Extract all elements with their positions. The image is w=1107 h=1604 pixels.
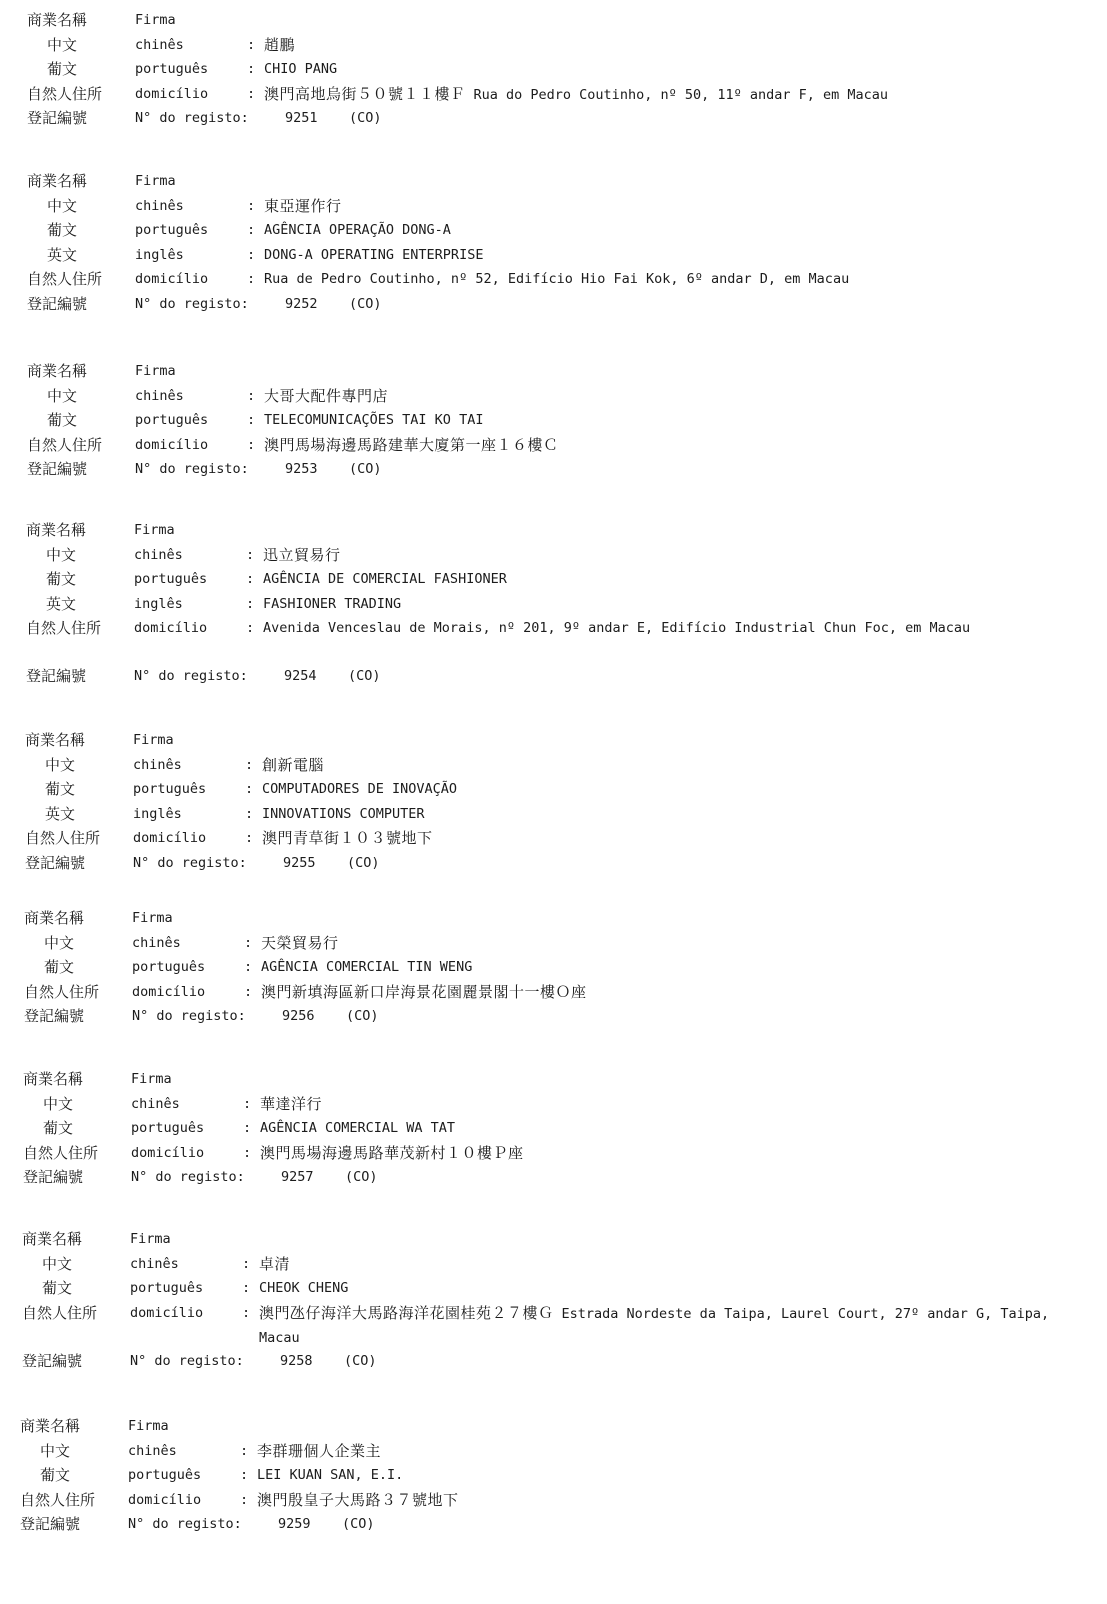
domicilio-row xyxy=(20,1488,1100,1513)
firma-label-zh: 商業名稱 xyxy=(24,909,85,927)
chines-row xyxy=(22,1252,1102,1277)
registo-number: 9252 xyxy=(285,295,318,312)
registo-co: (CO) xyxy=(346,1008,379,1024)
firm-heading-row xyxy=(22,1227,1102,1252)
firma-label-zh: 商業名稱 xyxy=(27,362,88,380)
chines-value: 趙鵬 xyxy=(264,35,296,54)
portugues-row xyxy=(27,408,1107,433)
firm-heading-row xyxy=(20,1414,1100,1439)
chines-label-pt: chinês xyxy=(128,1442,177,1459)
domicilio-label-zh: 自然人住所 xyxy=(27,270,103,288)
domicilio-row xyxy=(27,82,1107,107)
registo-co: (CO) xyxy=(349,461,382,477)
portugues-label-pt: português xyxy=(135,61,209,77)
firma-label-pt: Firma xyxy=(135,173,176,189)
portugues-row xyxy=(27,57,1107,82)
chines-row xyxy=(25,753,1105,778)
portugues-label-pt: português xyxy=(131,1120,205,1136)
firm-entry-9251 xyxy=(27,8,1107,131)
registo-label-pt: N° do registo: xyxy=(135,110,249,126)
domicilio-label-pt: domicílio xyxy=(132,983,206,1000)
chines-row xyxy=(20,1439,1100,1464)
domicilio-row xyxy=(26,616,1106,664)
firm-entry-9253 xyxy=(27,359,1107,482)
registo-label-pt: N° do registo: xyxy=(130,1352,244,1369)
colon: : xyxy=(240,1467,249,1483)
firma-label-zh: 商業名稱 xyxy=(25,731,86,749)
firma-label-pt: Firma xyxy=(134,522,175,538)
registo-row xyxy=(25,851,1105,876)
chines-label-zh: 中文 xyxy=(47,196,78,215)
registo-label-pt: N° do registo: xyxy=(135,295,249,312)
firm-heading-row xyxy=(26,518,1106,543)
firm-heading-row xyxy=(25,728,1105,753)
chines-label-zh: 中文 xyxy=(45,755,76,774)
domicilio-label-zh: 自然人住所 xyxy=(26,619,102,637)
chines-value: 李群珊個人企業主 xyxy=(257,1441,382,1460)
domicilio-label-pt: domicílio xyxy=(135,85,209,102)
domicilio-value xyxy=(264,82,888,108)
domicilio-label-zh: 自然人住所 xyxy=(22,1303,98,1322)
firma-label-pt: Firma xyxy=(132,910,173,926)
firma-label-zh: 商業名稱 xyxy=(27,172,88,190)
registo-row xyxy=(20,1512,1100,1537)
chines-value: 天榮貿易行 xyxy=(261,933,339,952)
ingles-row xyxy=(27,243,1107,268)
portugues-label-zh: 葡文 xyxy=(47,411,78,429)
chines-value: 大哥大配件專門店 xyxy=(264,386,389,405)
portugues-row xyxy=(26,567,1106,592)
domicilio-value-pt: Estrada Nordeste da Taipa, Laurel Court, 27º andar G, Taipa, Macau xyxy=(259,1305,1050,1346)
chines-row xyxy=(26,543,1106,568)
firm-entry-9256 xyxy=(24,906,1104,1029)
firma-label-zh: 商業名稱 xyxy=(22,1230,83,1248)
domicilio-value-pt: Rua do Pedro Coutinho, nº 50, 11º andar F, em Macau xyxy=(473,86,889,103)
registo-row xyxy=(24,1004,1104,1029)
colon: : xyxy=(246,546,255,563)
colon: : xyxy=(243,1095,252,1112)
colon: : xyxy=(244,983,253,1000)
domicilio-label-zh: 自然人住所 xyxy=(24,982,100,1001)
portugues-label-zh: 葡文 xyxy=(44,958,75,976)
registo-label-pt: N° do registo: xyxy=(132,1008,246,1024)
ingles-value: INNOVATIONS COMPUTER xyxy=(262,805,425,822)
portugues-label-pt: português xyxy=(132,959,206,975)
portugues-label-zh: 葡文 xyxy=(43,1119,74,1137)
portugues-label-pt: português xyxy=(128,1467,202,1483)
firm-heading-row xyxy=(27,8,1107,33)
portugues-value: LEI KUAN SAN, E.I. xyxy=(257,1467,404,1483)
firma-label-pt: Firma xyxy=(135,12,176,28)
colon: : xyxy=(247,85,256,102)
colon: : xyxy=(243,1144,252,1161)
portugues-value: AGÊNCIA COMERCIAL WA TAT xyxy=(260,1120,456,1136)
firma-label-pt: Firma xyxy=(135,363,176,379)
colon: : xyxy=(247,36,256,53)
portugues-label-pt: português xyxy=(135,222,209,238)
portugues-label-zh: 葡文 xyxy=(42,1279,73,1297)
colon: : xyxy=(246,595,255,612)
firm-entry-9255 xyxy=(25,728,1105,875)
firm-entry-9254 xyxy=(26,518,1106,689)
portugues-label-zh: 葡文 xyxy=(40,1466,71,1484)
registo-number: 9258 xyxy=(280,1352,313,1369)
colon: : xyxy=(247,222,256,238)
domicilio-label-pt: domicílio xyxy=(133,830,207,846)
portugues-label-pt: português xyxy=(130,1280,204,1296)
registo-co: (CO) xyxy=(345,1169,378,1185)
domicilio-row xyxy=(22,1301,1102,1349)
portugues-value: CHIO PANG xyxy=(264,61,338,77)
chines-row xyxy=(27,194,1107,219)
colon: : xyxy=(247,197,256,214)
registo-label-zh: 登記編號 xyxy=(25,853,86,872)
registo-row xyxy=(26,664,1106,689)
colon: : xyxy=(244,934,253,951)
firma-label-zh: 商業名稱 xyxy=(20,1417,81,1435)
registo-number: 9253 xyxy=(285,461,318,477)
registo-co: (CO) xyxy=(349,110,382,126)
domicilio-label-pt: domicílio xyxy=(134,620,208,636)
portugues-label-pt: português xyxy=(134,571,208,587)
colon: : xyxy=(240,1442,249,1459)
firma-label-zh: 商業名稱 xyxy=(27,11,88,29)
registo-label-pt: N° do registo: xyxy=(131,1169,245,1185)
colon: : xyxy=(247,61,256,77)
chines-label-zh: 中文 xyxy=(46,545,77,564)
chines-value: 華達洋行 xyxy=(260,1094,323,1113)
firma-label-pt: Firma xyxy=(128,1418,169,1434)
domicilio-label-pt: domicílio xyxy=(135,271,209,287)
ingles-value: DONG-A OPERATING ENTERPRISE xyxy=(264,246,484,263)
domicilio-value: 澳門馬場海邊馬路建華大廈第一座１６樓Ｃ xyxy=(264,435,559,454)
chines-label-pt: chinês xyxy=(135,36,184,53)
chines-label-zh: 中文 xyxy=(44,933,75,952)
portugues-label-pt: português xyxy=(133,781,207,797)
registo-co: (CO) xyxy=(348,668,381,684)
registo-row xyxy=(23,1165,1103,1190)
chines-label-pt: chinês xyxy=(135,387,184,404)
domicilio-value: 澳門新填海區新口岸海景花園麗景閣十一樓Ｏ座 xyxy=(261,982,587,1001)
colon: : xyxy=(245,805,254,822)
ingles-row xyxy=(25,802,1105,827)
domicilio-value: Rua de Pedro Coutinho, nº 52, Edifício Hio Fai Kok, 6º andar D, em Macau xyxy=(264,271,850,287)
registo-number: 9251 xyxy=(285,110,318,126)
firma-label-zh: 商業名稱 xyxy=(26,521,87,539)
registo-label-zh: 登記編號 xyxy=(26,667,87,685)
registo-label-zh: 登記編號 xyxy=(20,1515,81,1533)
portugues-row xyxy=(23,1116,1103,1141)
domicilio-label-pt: domicílio xyxy=(130,1304,204,1321)
chines-value: 卓清 xyxy=(259,1254,291,1273)
domicilio-value xyxy=(259,1301,1059,1351)
firm-heading-row xyxy=(27,169,1107,194)
domicilio-row xyxy=(23,1141,1103,1166)
colon: : xyxy=(242,1304,251,1321)
portugues-value: AGÊNCIA OPERAÇÃO DONG-A xyxy=(264,222,451,238)
registo-label-pt: N° do registo: xyxy=(134,668,248,684)
domicilio-label-zh: 自然人住所 xyxy=(25,829,101,847)
chines-value: 創新電腦 xyxy=(262,755,325,774)
portugues-value: AGÊNCIA COMERCIAL TIN WENG xyxy=(261,959,473,975)
domicilio-row xyxy=(24,980,1104,1005)
registo-row xyxy=(22,1349,1102,1374)
colon: : xyxy=(244,959,253,975)
chines-label-pt: chinês xyxy=(133,756,182,773)
portugues-value: AGÊNCIA DE COMERCIAL FASHIONER xyxy=(263,571,507,587)
registo-number: 9259 xyxy=(278,1516,311,1532)
domicilio-label-zh: 自然人住所 xyxy=(27,435,103,454)
ingles-label-pt: inglês xyxy=(135,246,184,263)
registo-co: (CO) xyxy=(344,1352,377,1369)
portugues-value: CHEOK CHENG xyxy=(259,1280,349,1296)
portugues-value: TELECOMUNICAÇÕES TAI KO TAI xyxy=(264,412,484,428)
ingles-label-pt: inglês xyxy=(133,805,182,822)
firma-label-pt: Firma xyxy=(133,732,174,748)
portugues-value: COMPUTADORES DE INOVAÇÃO xyxy=(262,781,458,797)
chines-label-zh: 中文 xyxy=(47,386,78,405)
portugues-label-zh: 葡文 xyxy=(46,570,77,588)
ingles-label-zh: 英文 xyxy=(47,245,78,264)
domicilio-value-zh: 澳門高地烏街５０號１１樓Ｆ xyxy=(264,84,466,103)
domicilio-value: 澳門馬場海邊馬路華茂新村１０樓Ｐ座 xyxy=(260,1143,524,1162)
chines-label-pt: chinês xyxy=(132,934,181,951)
firm-entry-9257 xyxy=(23,1067,1103,1190)
domicilio-label-pt: domicílio xyxy=(135,436,209,453)
chines-label-pt: chinês xyxy=(134,546,183,563)
ingles-label-zh: 英文 xyxy=(45,804,76,823)
colon: : xyxy=(243,1120,252,1136)
registo-co: (CO) xyxy=(342,1516,375,1532)
registo-row xyxy=(27,292,1107,317)
colon: : xyxy=(246,571,255,587)
domicilio-label-zh: 自然人住所 xyxy=(23,1143,99,1162)
registo-label-zh: 登記編號 xyxy=(23,1168,84,1186)
colon: : xyxy=(242,1255,251,1272)
domicilio-value: Avenida Venceslau de Morais, nº 201, 9º andar E, Edifício Industrial Chun Foc, em Macau xyxy=(263,620,971,636)
portugues-label-pt: português xyxy=(135,412,209,428)
chines-row xyxy=(27,33,1107,58)
colon: : xyxy=(247,412,256,428)
domicilio-row xyxy=(27,267,1107,292)
firm-heading-row xyxy=(24,906,1104,931)
colon: : xyxy=(245,781,254,797)
chines-value: 東亞運作行 xyxy=(264,196,342,215)
colon: : xyxy=(245,756,254,773)
domicilio-label-zh: 自然人住所 xyxy=(27,84,103,103)
ingles-label-pt: inglês xyxy=(134,595,183,612)
colon: : xyxy=(240,1491,249,1508)
firm-entry-9259 xyxy=(20,1414,1100,1537)
portugues-row xyxy=(25,777,1105,802)
firm-entry-9252 xyxy=(27,169,1107,316)
portugues-row xyxy=(22,1276,1102,1301)
firma-label-zh: 商業名稱 xyxy=(23,1070,84,1088)
registo-label-zh: 登記編號 xyxy=(22,1351,83,1370)
firma-label-pt: Firma xyxy=(130,1231,171,1247)
registo-number: 9257 xyxy=(281,1169,314,1185)
colon: : xyxy=(242,1280,251,1296)
registo-row xyxy=(27,106,1107,131)
portugues-label-zh: 葡文 xyxy=(47,60,78,78)
colon: : xyxy=(247,271,256,287)
colon: : xyxy=(246,620,255,636)
portugues-row xyxy=(24,955,1104,980)
registo-co: (CO) xyxy=(347,854,380,871)
domicilio-value-zh: 澳門氹仔海洋大馬路海洋花園桂苑２７樓Ｇ xyxy=(259,1303,554,1322)
firm-heading-row xyxy=(23,1067,1103,1092)
firm-heading-row xyxy=(27,359,1107,384)
chines-row xyxy=(24,931,1104,956)
chines-label-pt: chinês xyxy=(130,1255,179,1272)
domicilio-row xyxy=(25,826,1105,851)
firma-label-pt: Firma xyxy=(131,1071,172,1087)
domicilio-label-pt: domicílio xyxy=(131,1144,205,1161)
domicilio-value: 澳門青草街１０３號地下 xyxy=(262,829,433,847)
firm-entry-9258 xyxy=(22,1227,1102,1373)
registo-label-pt: N° do registo: xyxy=(133,854,247,871)
chines-row xyxy=(27,384,1107,409)
registo-number: 9255 xyxy=(283,854,316,871)
portugues-label-zh: 葡文 xyxy=(45,780,76,798)
chines-label-pt: chinês xyxy=(131,1095,180,1112)
colon: : xyxy=(247,246,256,263)
registo-co: (CO) xyxy=(349,295,382,312)
chines-label-zh: 中文 xyxy=(43,1094,74,1113)
domicilio-value: 澳門殷皇子大馬路３７號地下 xyxy=(257,1490,459,1509)
registo-label-pt: N° do registo: xyxy=(128,1516,242,1532)
domicilio-label-pt: domicílio xyxy=(128,1491,202,1508)
portugues-row xyxy=(20,1463,1100,1488)
registo-label-zh: 登記編號 xyxy=(27,460,88,478)
colon: : xyxy=(247,436,256,453)
chines-label-pt: chinês xyxy=(135,197,184,214)
domicilio-row xyxy=(27,433,1107,458)
colon: : xyxy=(245,830,254,846)
ingles-value: FASHIONER TRADING xyxy=(263,595,402,612)
chines-label-zh: 中文 xyxy=(47,35,78,54)
domicilio-label-zh: 自然人住所 xyxy=(20,1490,96,1509)
chines-row xyxy=(23,1092,1103,1117)
portugues-label-zh: 葡文 xyxy=(47,221,78,239)
colon: : xyxy=(247,387,256,404)
ingles-label-zh: 英文 xyxy=(46,594,77,613)
portugues-row xyxy=(27,218,1107,243)
registo-number: 9256 xyxy=(282,1008,315,1024)
chines-value: 迅立貿易行 xyxy=(263,545,341,564)
chines-label-zh: 中文 xyxy=(42,1254,73,1273)
registo-label-pt: N° do registo: xyxy=(135,461,249,477)
ingles-row xyxy=(26,592,1106,617)
chines-label-zh: 中文 xyxy=(40,1441,71,1460)
registo-label-zh: 登記編號 xyxy=(24,1007,85,1025)
registo-row xyxy=(27,457,1107,482)
registo-label-zh: 登記編號 xyxy=(27,294,88,313)
registo-label-zh: 登記編號 xyxy=(27,109,88,127)
registo-number: 9254 xyxy=(284,668,317,684)
